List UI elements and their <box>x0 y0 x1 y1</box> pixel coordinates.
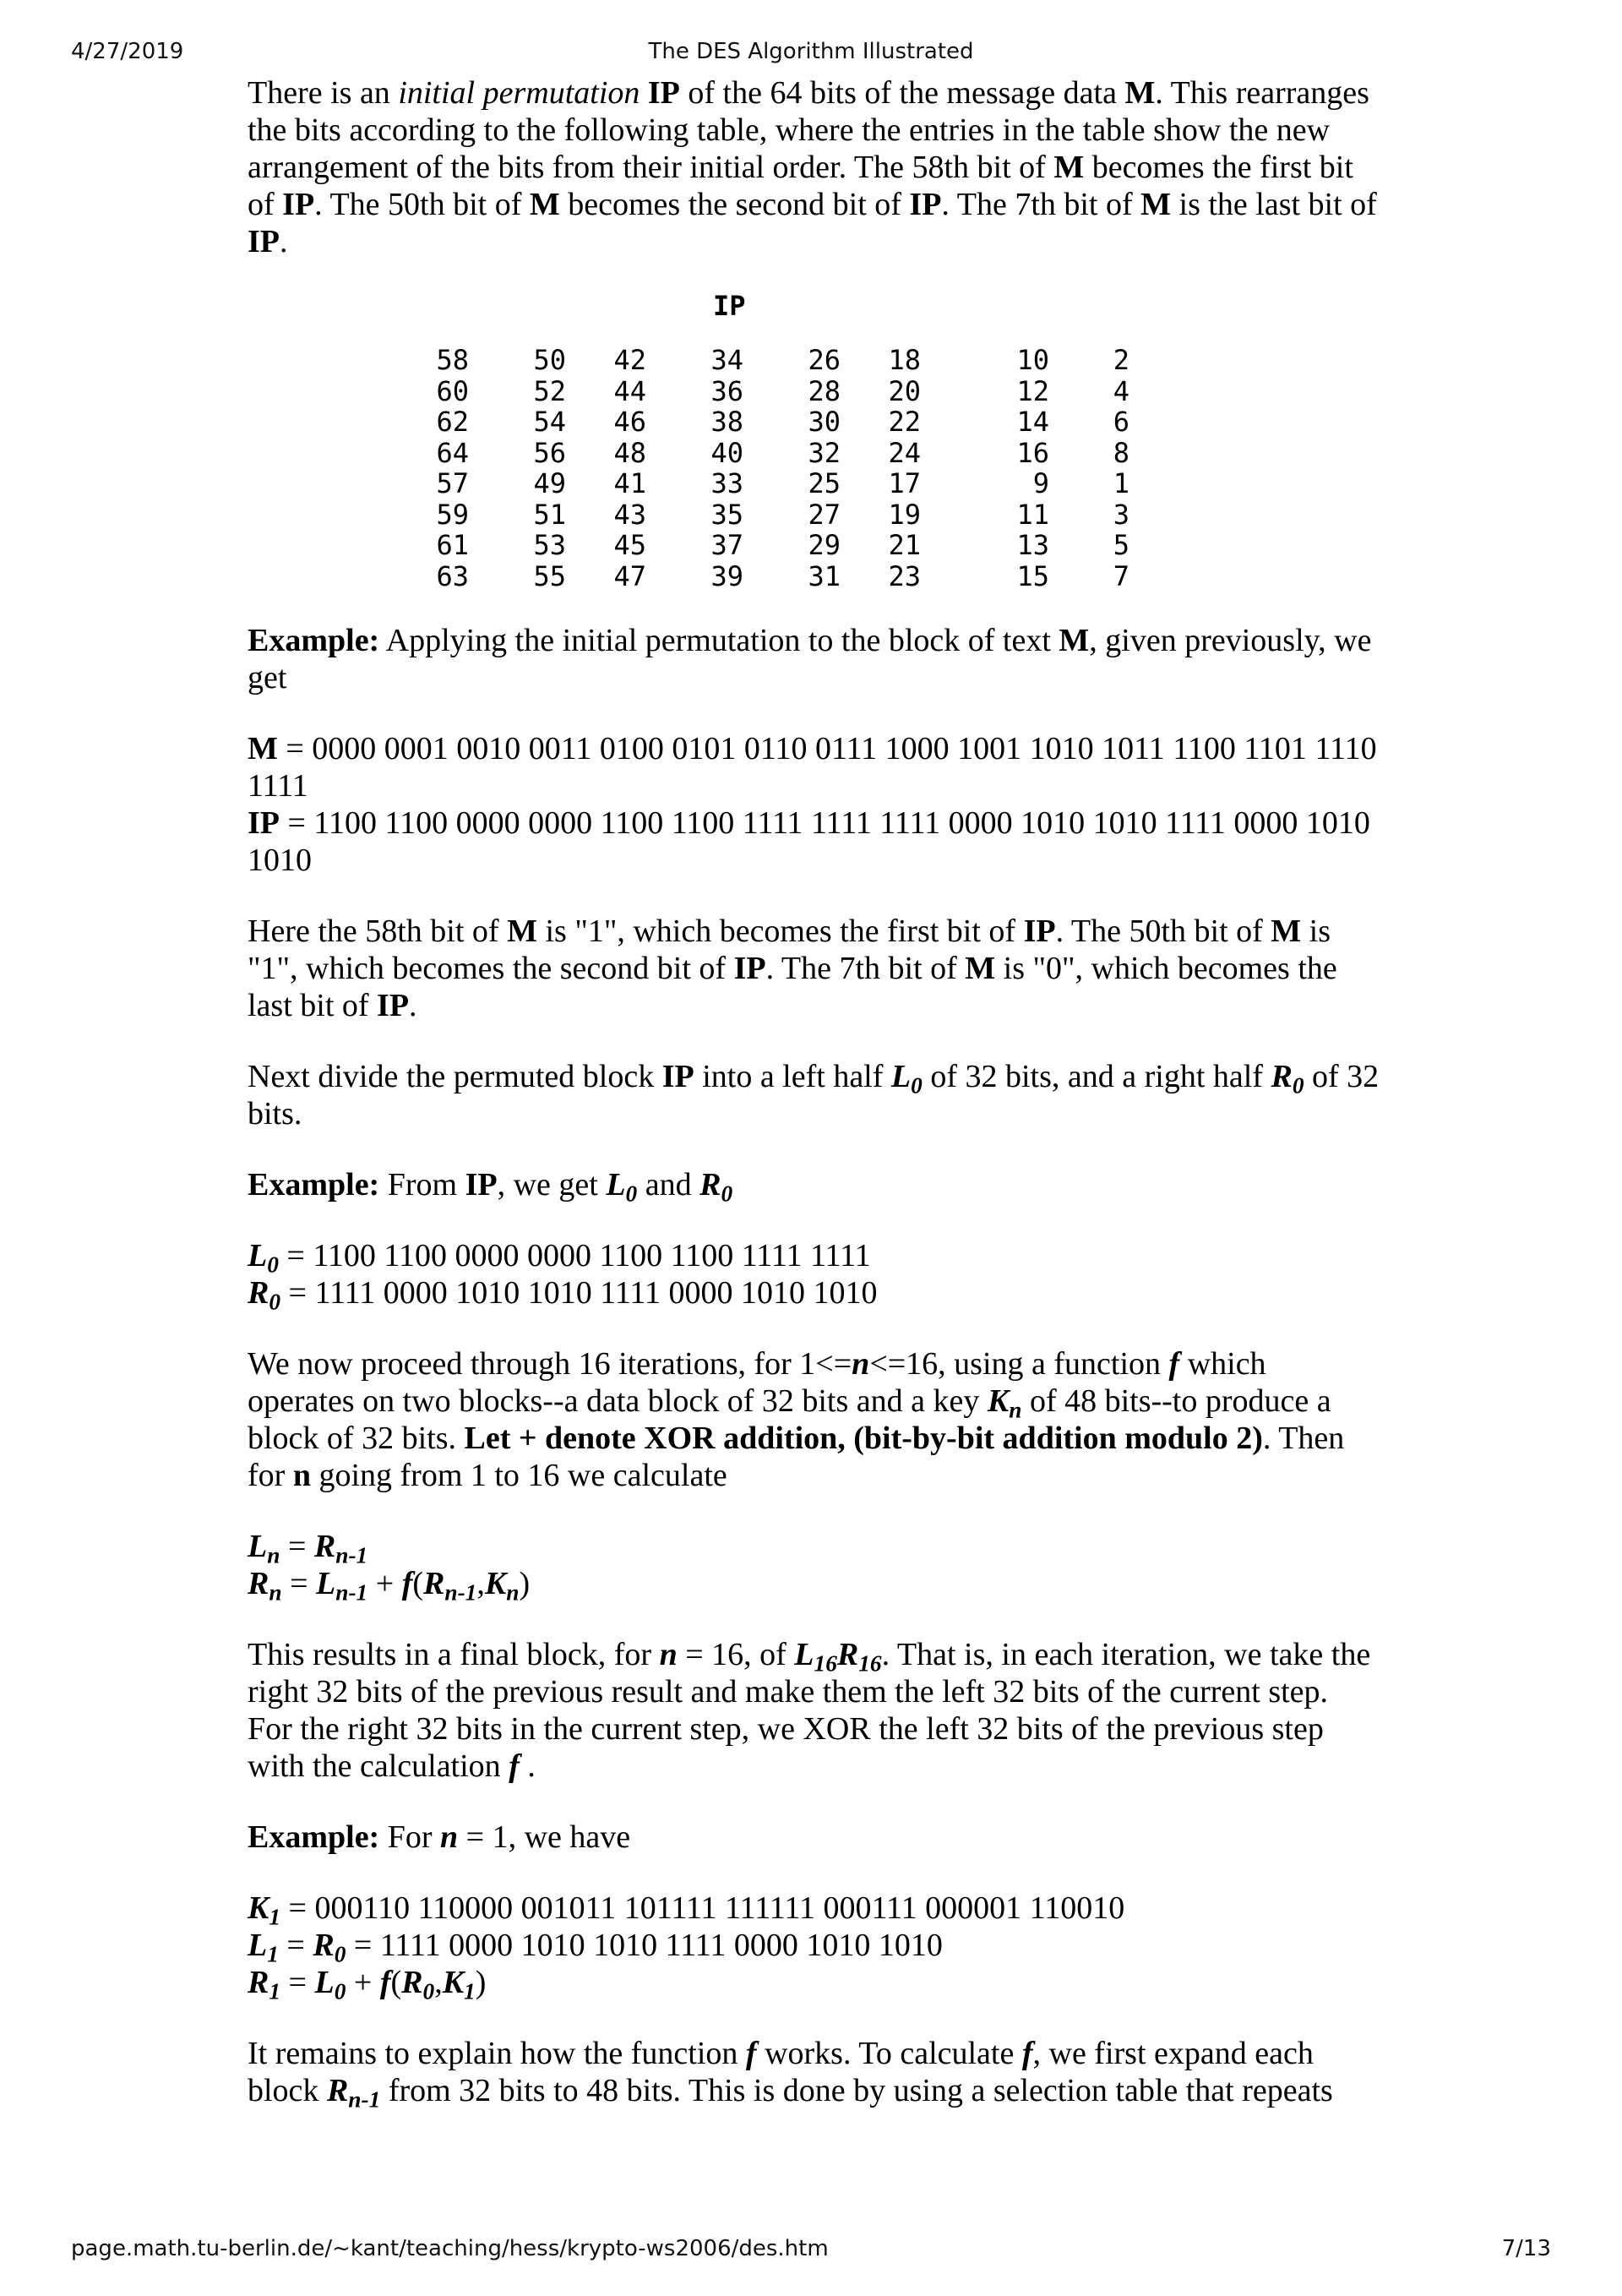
example-apply-ip: Example: Applying the initial permutation to the block of text M, given previously, we get <box>248 623 1372 695</box>
ip-table-cell: 30 <box>808 406 841 438</box>
ip-table-row <box>433 376 1129 407</box>
ip-table-cell: 55 <box>533 559 566 592</box>
ip-table-row <box>433 406 1129 438</box>
ip-table-cell: 12 <box>1016 374 1049 407</box>
ip-table-cell: 9 <box>1032 467 1049 499</box>
ip-table-cell: 13 <box>1016 529 1049 561</box>
ip-table-cell: 15 <box>1016 559 1049 592</box>
r0-value: = 1111 0000 1010 1010 1111 0000 1010 1010 <box>280 1275 878 1311</box>
ip-table-cell: 3 <box>1113 498 1129 531</box>
ip-table-cell: 43 <box>613 498 646 531</box>
ip-table-cell: 60 <box>436 374 469 407</box>
k1-value: = 000110 110000 001011 101111 111111 000111 000001 110010 <box>280 1890 1125 1926</box>
ip-table-cell: 27 <box>808 498 841 531</box>
ip-table-cell: 54 <box>533 406 566 438</box>
ip-table-cell: 33 <box>710 467 743 499</box>
ip-table-cell: 18 <box>888 344 921 376</box>
ip-table-cell: 63 <box>436 559 469 592</box>
ip-table-cell: 7 <box>1113 559 1129 592</box>
ip-table-cell: 58 <box>436 344 469 376</box>
ip-table-cell: 61 <box>436 529 469 561</box>
l0-r0-values: $L_0 = 1100$ 1100 0000 0000 1100 1100 1111 1111 $R_0 = 1111$ 0000 1010 1010 1111 0000 1010 1010 <box>248 1238 878 1315</box>
intro-paragraph: There is an initial permutation IP of the 64 bits of the message data M. This rearranges the bits according to the following table, where the entries in the table show the new arrangement of the bits from their initial order. The 58th bit of M becomes the first bit of IP. The 50th bit of M becomes the second bit of IP. The 7th bit of M is the last bit of IP. <box>248 75 1377 259</box>
ip-table-cell: 59 <box>436 498 469 531</box>
ip-table-cell: 57 <box>436 467 469 499</box>
ip-table-cell: 49 <box>533 467 566 499</box>
iterations-paragraph: We now proceed through 16 iterations, for 1<=n<=16, using a function f which operates on two blocks--a data block of 32 bits and a key $K_n$ of 48 bits--to produce a block of 32 bits. Let + denote XOR addition, (bit-by-bit addition modulo 2). Then for n going from 1 to 16 we calculate <box>248 1346 1345 1493</box>
ip-table-cell: 11 <box>1016 498 1049 531</box>
ip-table-cell: 22 <box>888 406 921 438</box>
footer-page-number: 7/13 <box>1501 2236 1551 2261</box>
m-ip-values: M = 0000 0001 0010 0011 0100 0101 0110 0111 1000 1001 1010 1011 1100 1101 1110 1111 IP = 1100 1100 0000 0000 1100 1100 1111 1111 1111 0000 1010 1010 1111 0000 1010 1010 <box>248 731 1377 878</box>
ip-table-cell: 38 <box>710 406 743 438</box>
ip-table-cell: 23 <box>888 559 921 592</box>
ip-table-cell: 45 <box>613 529 646 561</box>
ip-table-cell: 36 <box>710 374 743 407</box>
ip-table-row <box>433 499 1129 531</box>
ip-table-cell: 35 <box>710 498 743 531</box>
ip-table-cell: 17 <box>888 467 921 499</box>
m-value: = 0000 0001 0010 0011 0100 0101 0110 0111 1000 1001 1010 1011 1100 1101 1110 1111 <box>248 731 1377 804</box>
footer-url: page.math.tu-berlin.de/~kant/teaching/hess/krypto-ws2006/des.htm <box>71 2236 829 2261</box>
ip-table-cell: 47 <box>613 559 646 592</box>
ip-table-cell: 31 <box>808 559 841 592</box>
ip-table-cell: 52 <box>533 374 566 407</box>
explain-bits-paragraph: Here the 58th bit of M is "1", which becomes the first bit of IP. The 50th bit of M is "1", which becomes the second bit of IP. The 7th bit of M is "0", which becomes the last bit of IP. <box>248 913 1337 1023</box>
ip-table-cell: 14 <box>1016 406 1049 438</box>
ip-table-cell: 37 <box>710 529 743 561</box>
ip-table-cell: 19 <box>888 498 921 531</box>
ip-table-cell: 2 <box>1113 344 1129 376</box>
ip-table-cell: 21 <box>888 529 921 561</box>
ip-table-cell: 16 <box>1016 436 1049 469</box>
ip-value: = 1100 1100 0000 0000 1100 1100 1111 1111 1111 0000 1010 1010 1111 0000 1010 1010 <box>248 805 1370 878</box>
ip-table-cell: 34 <box>710 344 743 376</box>
l0-value: = 1100 1100 0000 0000 1100 1100 1111 1111 <box>278 1238 871 1273</box>
ip-table-cell: 29 <box>808 529 841 561</box>
ip-table-cell: 10 <box>1016 344 1049 376</box>
ip-table-row <box>433 438 1129 469</box>
example-from-ip: Example: From IP, we get $L_0$ and $R_0$ <box>248 1167 733 1207</box>
function-f-paragraph: It remains to explain how the function f works. To calculate f, we first expand each block $R_{n-1}$ from 32 bits to 48 bits. This is done by using a selection table that repeats <box>248 2036 1333 2113</box>
ip-table-cell: 5 <box>1113 529 1129 561</box>
ip-table-cell: 8 <box>1113 436 1129 469</box>
ip-table-cell: 44 <box>613 374 646 407</box>
ip-table-cell: 46 <box>613 406 646 438</box>
ip-table-cell: 56 <box>533 436 566 469</box>
ip-table-cell: 32 <box>808 436 841 469</box>
ip-table-cell: 1 <box>1113 467 1129 499</box>
header-date: 4/27/2019 <box>71 39 184 64</box>
ip-table-cell: 24 <box>888 436 921 469</box>
divide-paragraph: Next divide the permuted block IP into a left half $L_0$ of 32 bits, and a right half $R_0$ of 32 bits. <box>248 1059 1380 1132</box>
ip-table-cell: 26 <box>808 344 841 376</box>
ip-table-cell: 39 <box>710 559 743 592</box>
ip-table-row <box>433 345 1129 376</box>
ip-table-cell: 28 <box>808 374 841 407</box>
k1-l1-r1-values: $K_1 = 000110$ 110000 001011 101111 111111 000111 000001 110010 $L_1 = R_0 = 1111$ 0000 1010 1010 1111 0000 1010 1010 $R_1 = L_0 + f(R_0,K_1)$ <box>248 1890 1125 2004</box>
ip-table-cell: 20 <box>888 374 921 407</box>
ip-table-cell: 42 <box>613 344 646 376</box>
ip-table-row <box>433 561 1129 592</box>
ip-table-row <box>433 468 1129 499</box>
ip-table-cell: 53 <box>533 529 566 561</box>
l1-value: = 1111 0000 1010 1010 1111 0000 1010 1010 <box>346 1928 943 1963</box>
ip-table-cell: 48 <box>613 436 646 469</box>
ip-table-cell: 6 <box>1113 406 1129 438</box>
header-title: The DES Algorithm Illustrated <box>648 39 974 64</box>
ip-table-cell: 4 <box>1113 374 1129 407</box>
ip-table-cell: 64 <box>436 436 469 469</box>
example-n1: Example: For n = 1, we have <box>248 1819 631 1855</box>
ip-table-title: IP <box>713 290 746 322</box>
ip-table-cell: 50 <box>533 344 566 376</box>
ip-table-cell: 51 <box>533 498 566 531</box>
ip-table-cell: 40 <box>710 436 743 469</box>
ip-table-cell: 25 <box>808 467 841 499</box>
iteration-equations: $L_n = R_{n-1}$ $R_n = L_{n-1} + f(R_{n-1},K_n)$ <box>248 1529 531 1606</box>
ip-table-cell: 41 <box>613 467 646 499</box>
ip-table-cell: 62 <box>436 406 469 438</box>
ip-table <box>433 345 1129 592</box>
ip-table-row <box>433 530 1129 561</box>
document-body <box>248 74 1380 2143</box>
final-block-paragraph: This results in a final block, for n = 16, of $L_{16}R_{16}$. That is, in each iteration, we take the right 32 bits of the previous result and make them the left 32 bits of the current step. For the right 32 bits in the current step, we XOR the left 32 bits of the previous step with the calculation f . <box>248 1637 1371 1784</box>
